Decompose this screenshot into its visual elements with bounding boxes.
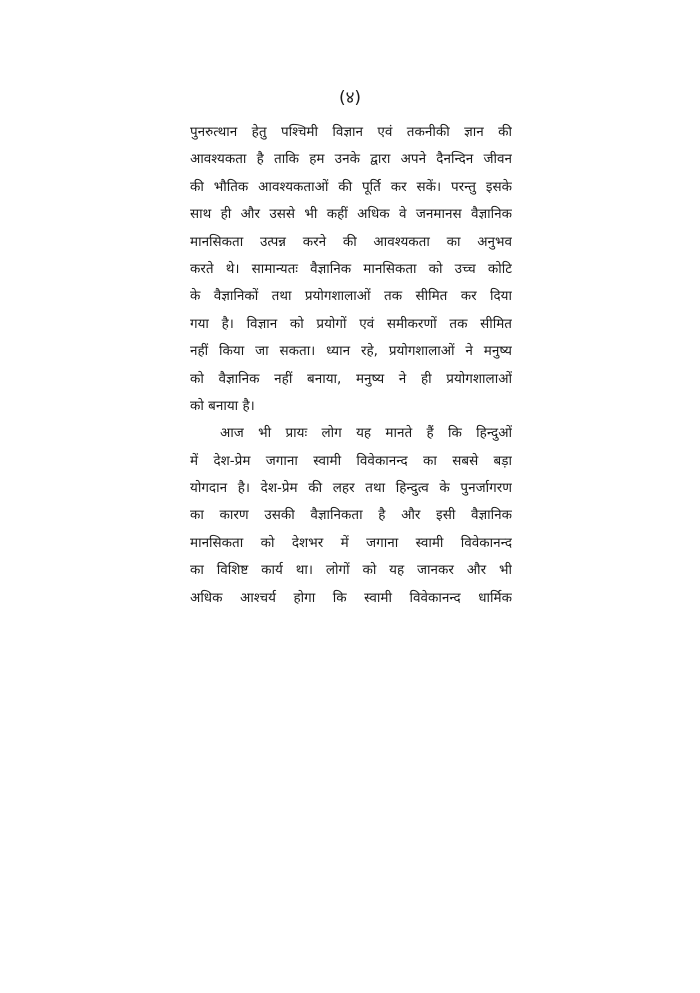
text-line: का कारण उसकी वैज्ञानिकता है और इसी वैज्ञानिक: [190, 507, 512, 524]
paragraph-1: [190, 119, 512, 420]
text-line: साथ ही और उससे भी कहीं अधिक वे जनमानस वैज्ञानिक: [190, 206, 512, 223]
paragraph-2: [190, 420, 512, 612]
text-line: करते थे। सामान्यतः वैज्ञानिक मानसिकता को उच्च कोटि: [190, 260, 512, 277]
text-line: मानसिकता उत्पन्न करने की आवश्यकता का अनुभव: [190, 233, 512, 250]
text-line: अधिक आश्चर्य होगा कि स्वामी विवेकानन्द धार्मिक: [190, 589, 512, 606]
text-line: आवश्यकता है ताकि हम उनके द्वारा अपने दैनन्दिन जीवन: [190, 151, 512, 168]
page-number: (४): [338, 88, 362, 108]
text-line: को बनाया है।: [190, 397, 255, 414]
body-text: [190, 119, 512, 612]
text-line: नहीं किया जा सकता। ध्यान रहे, प्रयोगशालाओं ने मनुष्य: [190, 343, 512, 360]
text-line: पुनरुत्थान हेतु पश्चिमी विज्ञान एवं तकनीकी ज्ञान की: [190, 124, 512, 140]
text-line: मानसिकता को देशभर में जगाना स्वामी विवेकानन्द: [190, 534, 512, 551]
text-line: का विशिष्ट कार्य था। लोगों को यह जानकर और भी: [190, 562, 512, 579]
text-line: में देश-प्रेम जगाना स्वामी विवेकानन्द का सबसे बड़ा: [190, 452, 512, 469]
text-line: की भौतिक आवश्यकताओं की पूर्ति कर सकें। परन्तु इसके: [190, 178, 512, 195]
text-line: आज भी प्रायः लोग यह मानते हैं कि हिन्दुओं: [220, 425, 512, 442]
text-line: गया है। विज्ञान को प्रयोगों एवं समीकरणों तक सीमित: [190, 315, 512, 332]
text-line: को वैज्ञानिक नहीं बनाया, मनुष्य ने ही प्रयोगशालाओं: [190, 370, 512, 387]
text-line: योगदान है। देश-प्रेम की लहर तथा हिन्दुत्व के पुनर्जागरण: [190, 480, 512, 497]
text-line: के वैज्ञानिकों तथा प्रयोगशालाओं तक सीमित कर दिया: [190, 288, 512, 305]
